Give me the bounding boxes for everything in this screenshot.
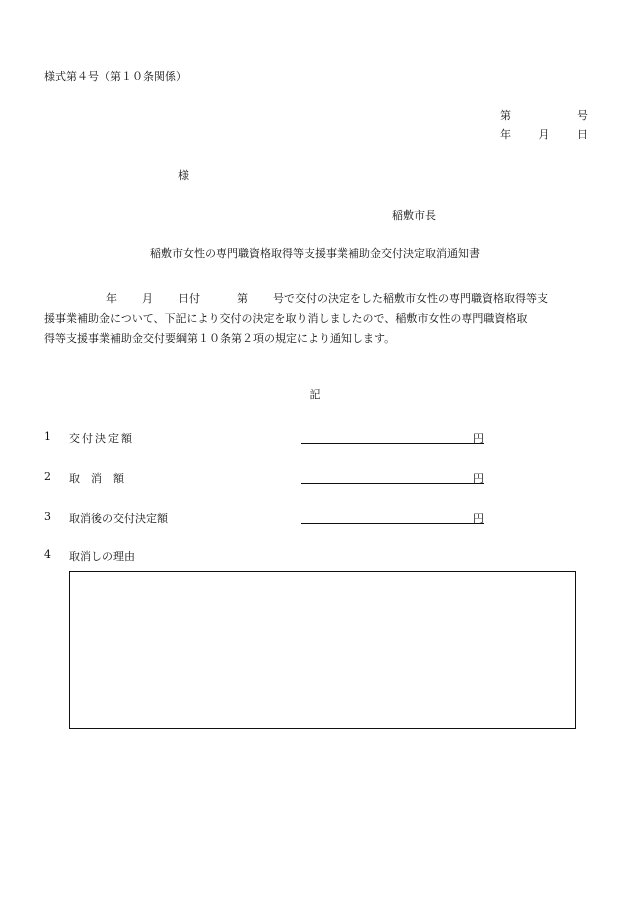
amount-field[interactable] [301, 470, 484, 484]
form-number: 様式第４号（第１０条関係） [44, 70, 187, 83]
body-month: 月 [142, 292, 153, 305]
item-label: 取 消 額 [69, 472, 124, 485]
body-day-tsuke: 日付 [178, 292, 200, 305]
body-line-1-rest: 号で交付の決定をした稲敷市女性の専門職資格取得等支 [273, 292, 548, 305]
amount-field[interactable] [301, 510, 484, 524]
item-grant-decision-amount [44, 430, 484, 446]
go-label: 号 [577, 109, 588, 122]
item-label: 取消後の交付決定額 [69, 512, 168, 525]
document-title: 稲敷市女性の専門職資格取得等支援事業補助金交付決定取消通知書 [150, 247, 480, 260]
day-label: 日 [577, 128, 588, 141]
yen-unit: 円 [473, 512, 484, 525]
item-label: 交付決定額 [69, 432, 134, 445]
item-number: 4 [44, 548, 51, 561]
issue-date-line [500, 129, 588, 140]
body-line-3: 得等支援事業補助金交付要綱第１０条第２項の規定により通知します。 [44, 332, 396, 345]
cancel-reason-box[interactable] [69, 571, 576, 729]
item-cancel-amount [44, 470, 484, 486]
item-number: 3 [44, 510, 51, 523]
yen-unit: 円 [473, 472, 484, 485]
month-label: 月 [538, 128, 550, 141]
yen-unit: 円 [473, 432, 484, 445]
item-number: 1 [44, 430, 51, 443]
year-label: 年 [500, 128, 511, 141]
body-line-1 [44, 289, 589, 309]
body-year: 年 [106, 292, 117, 305]
item-cancel-reason [44, 548, 484, 564]
sender-name: 稲敷市長 [392, 209, 436, 222]
item-amount-after-cancel [44, 510, 484, 526]
item-number: 2 [44, 470, 51, 483]
body-line-2: 援事業補助金について、下記により交付の決定を取り消しましたので、稲敷市女性の専門職資格取 [44, 312, 528, 325]
document-number-line [500, 110, 588, 121]
amount-field[interactable] [301, 430, 484, 444]
item-label: 取消しの理由 [69, 550, 135, 563]
notice-body [44, 289, 589, 349]
dai-label: 第 [500, 109, 511, 122]
recipient-honorific: 様 [178, 169, 189, 182]
body-dai: 第 [237, 292, 248, 305]
ki-heading: 記 [309, 388, 321, 401]
